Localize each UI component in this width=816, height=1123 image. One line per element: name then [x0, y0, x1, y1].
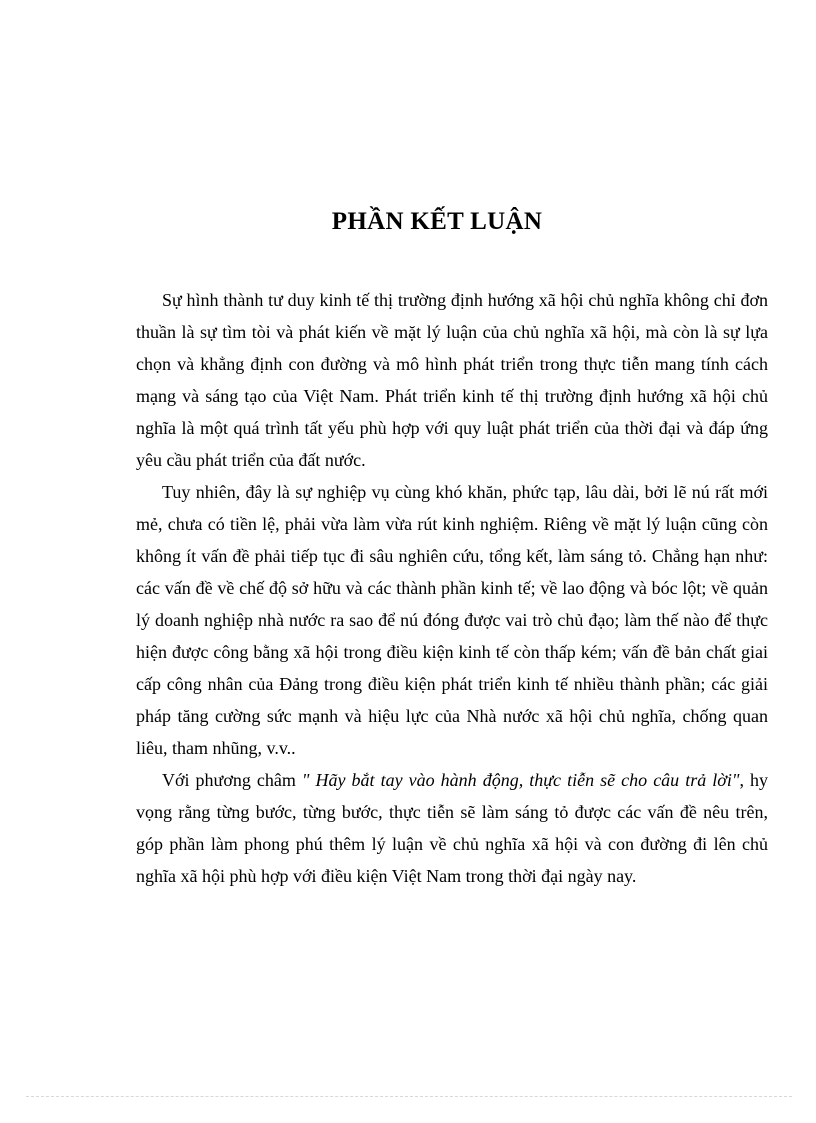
paragraph-1: Sự hình thành tư duy kinh tế thị trường định hướng xã hội chủ nghĩa không chỉ đơn thuần là sự tìm tòi và phát kiến về mặt lý luận của chủ nghĩa xã hội, mà còn là sự lựa chọn và khẳng định con đường và mô hình phát triển trong thực tiễn mang tính cách mạng và sáng tạo của Việt Nam. Phát triển kinh tế thị trường định hướng xã hội chủ nghĩa là một quá trình tất yếu phù hợp với quy luật phát triển của thời đại và đáp ứng yêu cầu phát triển của đất nước. [136, 290, 768, 470]
document-body [136, 284, 768, 892]
paragraph-3 [136, 764, 768, 892]
footer-divider [26, 1096, 792, 1097]
paragraph-3-quote: " Hãy bắt tay vào hành động, thực tiễn sẽ cho câu trả lời" [301, 770, 740, 790]
paragraph-3-rest: , hy vọng rằng từng bước, từng bước, thực tiễn sẽ làm sáng tỏ được các vấn đề nêu trên, góp phần làm phong phú thêm lý luận về chủ nghĩa xã hội và con đường đi lên chủ nghĩa xã hội phù hợp với điều kiện Việt Nam trong thời đại ngày nay. [136, 770, 768, 886]
page-title: PHẦN KẾT LUẬN [331, 208, 543, 235]
paragraph-3-lead: Với phương châm [162, 770, 302, 790]
paragraph-2: Tuy nhiên, đây là sự nghiệp vụ cùng khó khăn, phức tạp, lâu dài, bởi lẽ nú rất mới mẻ, chưa có tiền lệ, phải vừa làm vừa rút kinh nghiệm. Riêng về mặt lý luận cũng còn không ít vấn đề phải tiếp tục đi sâu nghiên cứu, tổng kết, làm sáng tỏ. Chẳng hạn như: các vấn đề về chế độ sở hữu và các thành phần kinh tế; về lao động và bóc lột; về quản lý doanh nghiệp nhà nước ra sao để nú đóng được vai trò chủ đạo; làm thế nào để thực hiện được công bằng xã hội trong điều kiện kinh tế còn thấp kém; vấn đề bản chất giai cấp công nhân của Đảng trong điều kiện phát triển kinh tế nhiều thành phần; các giải pháp tăng cường sức mạnh và hiệu lực của Nhà nước xã hội chủ nghĩa, chống quan liêu, tham nhũng, v.v.. [136, 482, 768, 758]
